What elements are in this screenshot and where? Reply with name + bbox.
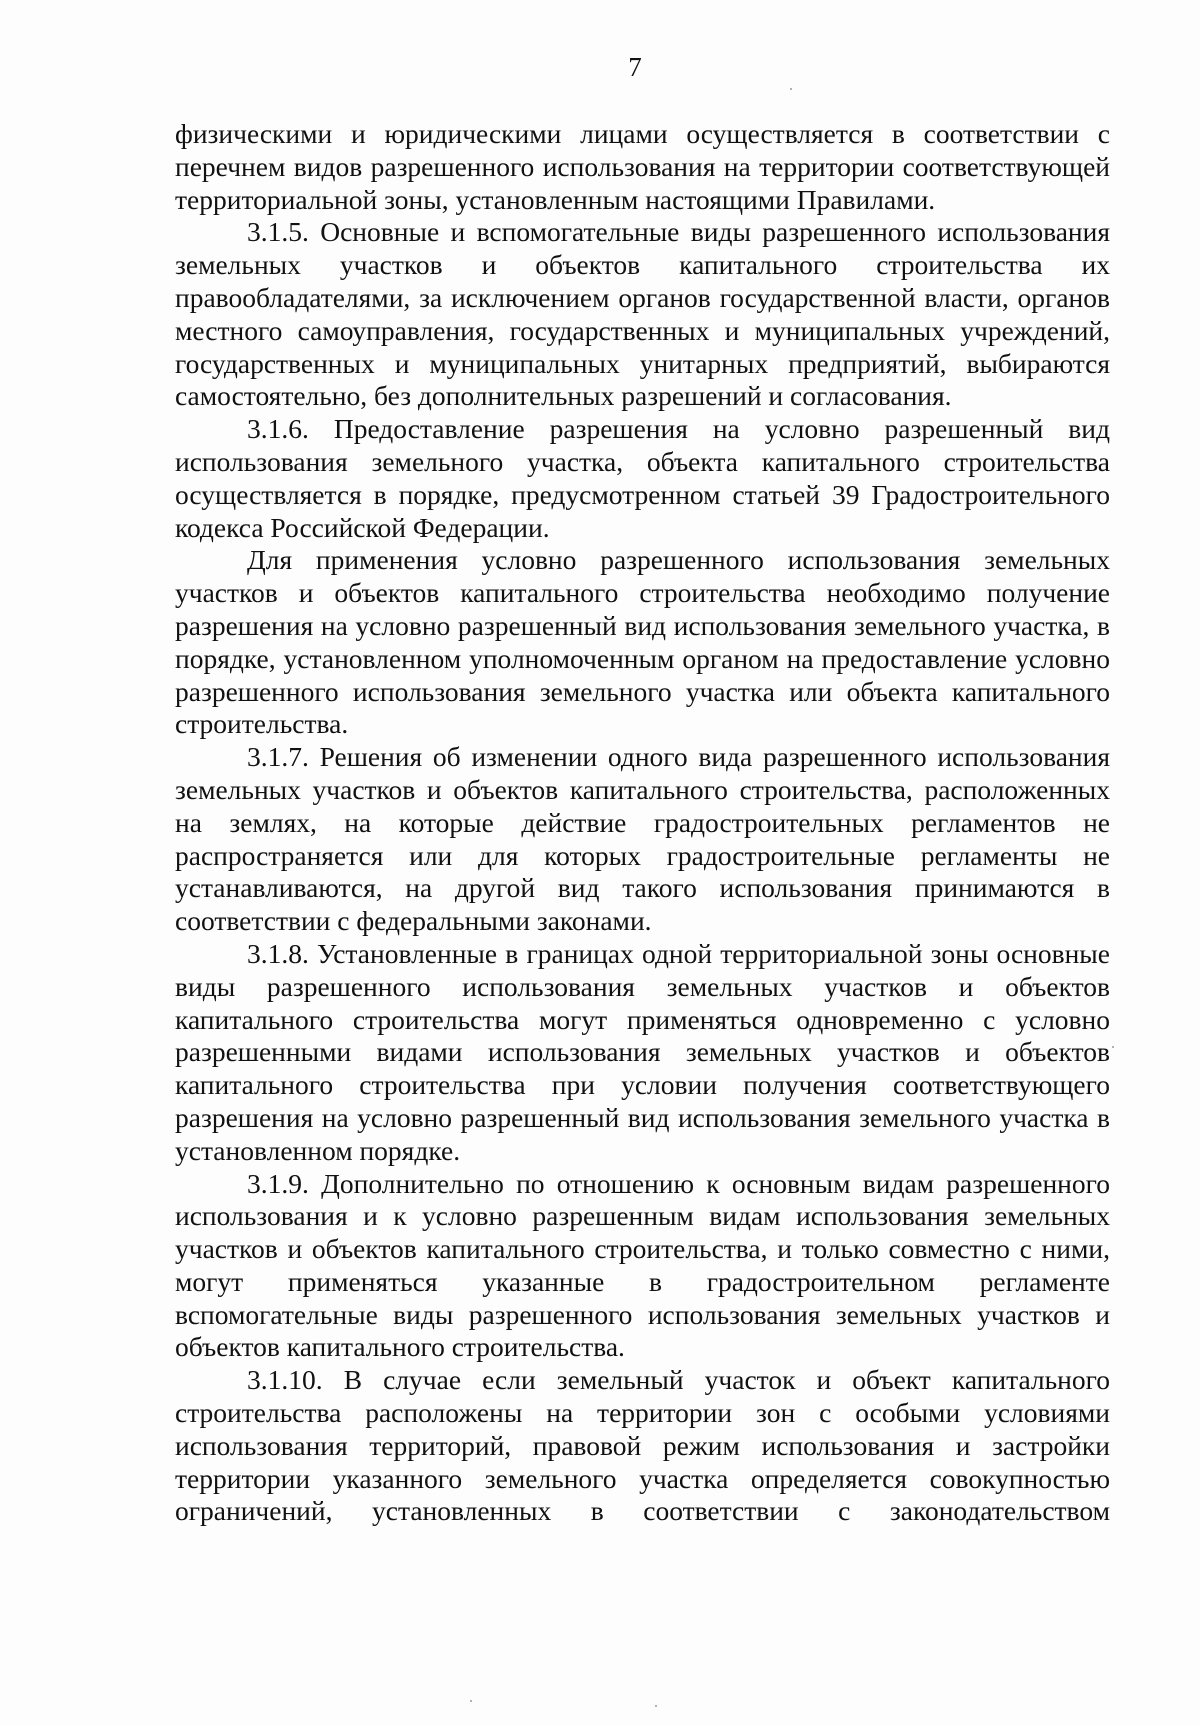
document-body xyxy=(175,118,1110,1528)
page-number: 7 xyxy=(628,52,642,82)
paragraph-3-1-9: 3.1.9. Дополнительно по отношению к основным видам разрешенного использования и к условно разрешенным видам использования земельных участков и объектов капитального строительства, и только совместно с ними, могут применяться указанные в градостроительном регламенте вспомогательные виды разрешенного использования земельных участков и объектов капитального строительства. xyxy=(175,1167,1110,1363)
paragraph-3-1-8: 3.1.8. Установленные в границах одной территориальной зоны основные виды разрешенного использования земельных участков и объектов капитального строительства могут применяться одновременно с условно разрешенными видами использования земельных участков и объектов капитального строительства при условии получения соответствующего разрешения на условно разрешенный вид использования земельного участка в установленном порядке. xyxy=(175,937,1110,1166)
scan-speck xyxy=(470,1700,472,1702)
paragraph-3-1-6: 3.1.6. Предоставление разрешения на условно разрешенный вид использования земельного участка, объекта капитального строительства осуществляется в порядке, предусмотренном статьей 39 Градостроительного кодекса Российской Федерации. xyxy=(175,413,1110,543)
paragraph-3-1-7: 3.1.7. Решения об изменении одного вида разрешенного использования земельных участков и объектов капитального строительства, расположенных на землях, на которые действие градостроительных регламентов не распространяется или для которых градостроительные регламенты не устанавливаются, на другой вид такого использования принимаются в соответствии с федеральными законами. xyxy=(175,741,1110,937)
paragraph-3-1-5: 3.1.5. Основные и вспомогательные виды разрешенного использования земельных участков и объектов капитального строительства их правообладателями, за исключением органов государственной власти, органов местного самоуправления, государственных и муниципальных учреждений, государственных и муниципальных унитарных предприятий, выбираются самостоятельно, без дополнительных разрешений и согласования. xyxy=(175,216,1110,412)
paragraph-conditional-use: Для применения условно разрешенного использования земельных участков и объектов капитального строительства необходимо получение разрешения на условно разрешенный вид использования земельного участка, в порядке, установленном уполномоченным органом на предоставление условно разрешенного использования земельного участка или объекта капитального строительства. xyxy=(175,544,1110,740)
paragraph-continuation: физическими и юридическими лицами осуществляется в соответствии с перечнем видов разрешенного использования на территории соответствующей территориальной зоны, установленным настоящими Правилами. xyxy=(175,118,1110,215)
paragraph-3-1-10: 3.1.10. В случае если земельный участок и объект капитального строительства расположены на территории зон с особыми условиями использования территорий, правовой режим использования и застройки территории указанного земельного участка определяется совокупностью ограничений, установленных в соответствии с законодательством xyxy=(175,1364,1110,1527)
scan-speck xyxy=(1112,1046,1114,1048)
scan-speck xyxy=(655,1705,657,1707)
scan-speck xyxy=(790,88,792,90)
